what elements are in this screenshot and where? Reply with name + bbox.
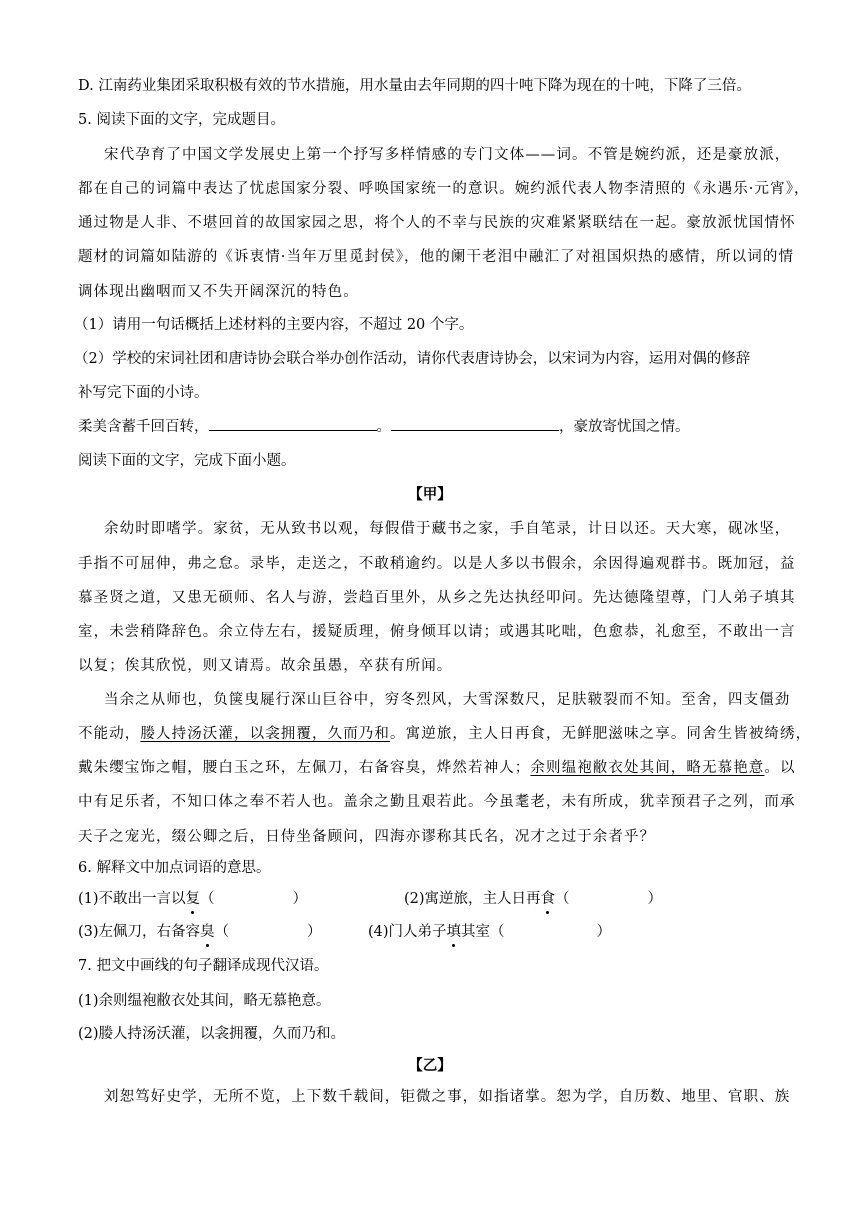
q5-passage-line: 题材的词篇如陆游的《诉衷情·当年万里觅封侯》，他的阑干老泪中融汇了对祖国炽热的感情，所以词的情 bbox=[78, 249, 795, 265]
jia-p2-line: 天子之宠光，缀公卿之后，日侍坐备顾问，四海亦谬称其氏名，况才之过于余者乎？ bbox=[78, 829, 656, 845]
q6-item-4 bbox=[368, 920, 611, 941]
q6-item-2 bbox=[404, 887, 662, 908]
paren: （ bbox=[214, 924, 230, 940]
q7-sentence-1: (1)余则缊袍敝衣处其间，略无慕艳意。 bbox=[78, 993, 331, 1009]
jia-p1-line: 余幼时即嗜学。家贫，无从致书以观，每假借于藏书之家，手自笔录，计日以还。天大寒，砚冰坚， bbox=[104, 521, 791, 537]
q6-item-text: (2)寓逆旅，主人日再 bbox=[404, 891, 541, 907]
dotted-word: 填 bbox=[447, 920, 462, 941]
poem-end: ，豪放寄忧国之情。 bbox=[559, 419, 690, 435]
paren: ） bbox=[307, 924, 322, 940]
jia-text: 不能动， bbox=[78, 726, 141, 742]
q6-item-text: 其室 bbox=[461, 924, 491, 940]
paren: ） bbox=[596, 924, 612, 940]
q5-passage-line: 都在自己的词篇中表达了忧虑国家分裂、呼唤国家统一的意识。婉约派代表人物李清照的《永遇乐·元宵》， bbox=[78, 181, 810, 197]
paren: （ bbox=[490, 924, 505, 940]
paren: （ bbox=[555, 891, 570, 907]
jia-p2-line bbox=[78, 756, 796, 777]
q6-item-text: (1)不敢出一言以 bbox=[78, 891, 186, 907]
jia-p2-line: 中有足乐者，不知口体之奉不若人也。盖余之勤且艰若此。今虽耄老，未有所成，犹幸预君子之列，而承 bbox=[78, 794, 796, 810]
q5-sub2-line1: （2）学校的宋词社团和唐诗协会联合举办创作活动，请你代表唐诗协会，以宋词为内容，运用对偶的修辞 bbox=[74, 351, 751, 367]
section-jia-title: 【甲】 bbox=[408, 486, 452, 503]
q5-passage-line: 通过物是人非、不堪回首的故国家园之思，将个人的不幸与民族的灾难紧紧联结在一起。豪放派忧国情怀 bbox=[78, 215, 796, 231]
section-yi-title: 【乙】 bbox=[408, 1057, 452, 1074]
jia-text: 。寓逆旅，主人日再食，无鲜肥滋味之享。同舍生皆被绮绣， bbox=[390, 726, 812, 742]
q5-stem: 5. 阅读下面的文字，完成题目。 bbox=[78, 112, 285, 128]
q6-item-1 bbox=[78, 887, 307, 908]
poem-blank-2[interactable] bbox=[391, 417, 559, 431]
underlined-sentence-2: 媵人持汤沃灌，以衾拥覆，久而乃和 bbox=[140, 726, 391, 742]
jia-p1-line: 手指不可屈伸，弗之怠。录毕，走送之，不敢稍逾约。以是人多以书假余，余因得遍观群书。既加冠，益 bbox=[78, 556, 796, 572]
jia-p1-line: 室，未尝稍降辞色。余立侍左右，援疑质理，俯身倾耳以请；或遇其叱咄，色愈恭，礼愈至，不敢出一言 bbox=[78, 624, 796, 640]
q5-passage-line: 调体现出幽咽而又不失开阔深沉的特色。 bbox=[78, 284, 359, 300]
jia-p1-line: 慕圣贤之道，又患无硕师、名人与游，尝趋百里外，从乡之先达执经叩问。先达德隆望尊，门人弟子填其 bbox=[78, 590, 796, 606]
q7-stem: 7. 把文中画线的句子翻译成现代汉语。 bbox=[78, 958, 329, 974]
dotted-word: 复 bbox=[186, 887, 201, 908]
jia-text: 戴朱缨宝饰之帽，腰白玉之环，左佩刀，右备容臭，烨然若神人； bbox=[78, 760, 531, 776]
q6-stem: 6. 解释文中加点词语的意思。 bbox=[78, 860, 271, 876]
dotted-word: 臭 bbox=[200, 920, 215, 941]
poem-blank-1[interactable] bbox=[209, 417, 377, 431]
jia-p1-line: 以复；俟其欣悦，则又请焉。故余虽愚，卒获有所闻。 bbox=[78, 658, 453, 674]
paren: （ bbox=[200, 891, 215, 907]
dotted-word: 食 bbox=[541, 887, 556, 908]
q5-sub2-line2: 补写完下面的小诗。 bbox=[78, 385, 209, 401]
jia-p2-line bbox=[78, 722, 811, 743]
jia-text: 。以 bbox=[764, 760, 796, 776]
underlined-sentence-1: 余则缊袍敝衣处其间，略无慕艳意 bbox=[530, 760, 765, 776]
q4-option-d: D. 江南药业集团采取积极有效的节水措施，用水量由去年同期的四十吨下降为现在的十吨，下降了三倍。 bbox=[78, 78, 751, 94]
q6-item-text: (3)左佩刀，右备容 bbox=[78, 924, 201, 940]
yi-p1-line: 刘恕笃好史学，无所不览，上下数千载间，钜微之事，如指诸掌。恕为学，自历数、地里、官职、族 bbox=[104, 1089, 791, 1105]
q5-passage-line: 宋代孕育了中国文学发展史上第一个抒写多样情感的专门文体——词。不管是婉约派，还是豪放派， bbox=[104, 147, 791, 163]
q7-sentence-2: (2)媵人持汤沃灌，以衾拥覆，久而乃和。 bbox=[78, 1026, 346, 1042]
paren: ） bbox=[292, 891, 308, 907]
jia-p2-line: 当余之从师也，负箧曳屣行深山巨谷中，穷冬烈风，大雪深数尺，足肤皲裂而不知。至舍，四支僵劲 bbox=[104, 692, 791, 708]
poem-mid: 。 bbox=[376, 419, 391, 435]
q6-item-text: (4)门人弟子 bbox=[368, 924, 447, 940]
q6-item-3 bbox=[78, 920, 322, 941]
reading-intro: 阅读下面的文字，完成下面小题。 bbox=[78, 453, 296, 469]
q5-sub1: （1）请用一句话概括上述材料的主要内容，不超过 20 个字。 bbox=[74, 317, 474, 333]
poem-start: 柔美含蓄千回百转， bbox=[78, 419, 209, 435]
poem-line bbox=[78, 415, 690, 436]
paren: ） bbox=[647, 891, 663, 907]
